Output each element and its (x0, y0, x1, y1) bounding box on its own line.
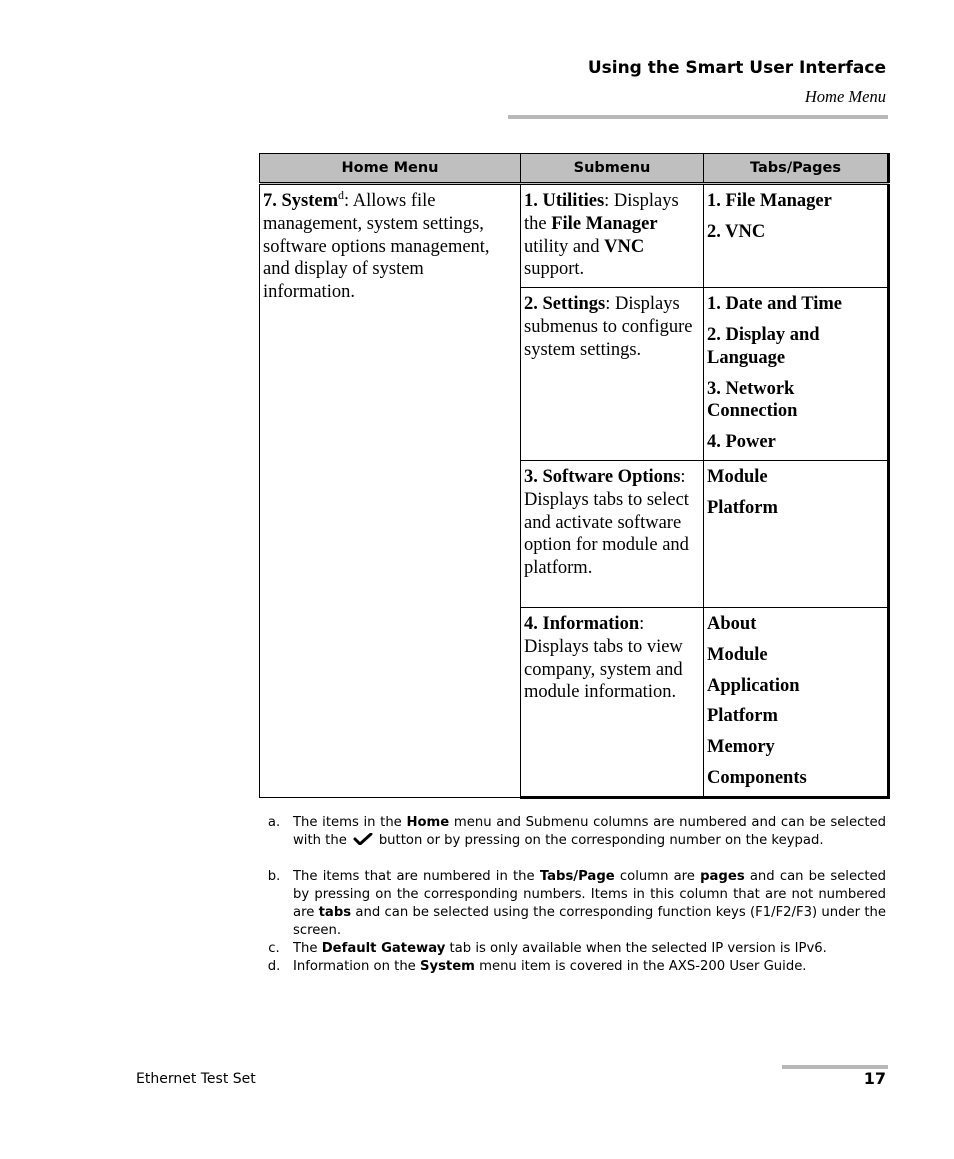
page-number: 17 (863, 1069, 886, 1088)
footnote-a (259, 814, 886, 850)
submenu-cell-utilities (521, 184, 704, 288)
running-header-subtitle: Home Menu (804, 87, 886, 106)
column-header-submenu: Submenu (521, 154, 704, 184)
running-header-title: Using the Smart User Interface (587, 58, 886, 78)
tab-item: Platform (707, 497, 778, 518)
footnote-text: column are (614, 869, 701, 884)
tab-item: 1. File Manager (707, 191, 832, 211)
footnote-label: c. (268, 941, 280, 956)
checkmark-icon (353, 833, 373, 845)
footnote-bold: Home (406, 815, 450, 830)
tab-item: 2. Display and Language (707, 324, 820, 368)
tabs-cell-settings (704, 288, 889, 461)
footnote-b (259, 868, 886, 940)
tab-item: Memory (707, 737, 775, 758)
tab-item: 4. Power (707, 432, 776, 453)
submenu-text: : Displays tabs to view company, system and module information. (524, 613, 683, 703)
footnote-text: The items that are numbered in the (293, 869, 540, 884)
submenu-label: 4. Information (524, 613, 640, 634)
footer-product-name: Ethernet Test Set (136, 1071, 256, 1087)
footnote-bold: pages (700, 869, 745, 884)
submenu-label: 3. Software Options (524, 466, 681, 487)
tab-item: About (707, 613, 757, 634)
submenu-text: : Displays submenus to configure system settings. (524, 294, 693, 360)
submenu-label: 2. Settings (524, 294, 606, 315)
submenu-bold: File Manager (551, 213, 658, 234)
footnote-label: a. (267, 815, 281, 830)
home-item-description: : Allows file management, system settings, software options management, and display of system information. (263, 191, 490, 303)
footnote-text: button or by pressing on the corresponding number on the keypad. (378, 833, 824, 848)
tab-item: 1. Date and Time (707, 294, 842, 315)
footnote-text: Information on the (293, 959, 420, 974)
footnote-bold: Default Gateway (321, 941, 446, 956)
home-menu-cell (260, 184, 521, 798)
submenu-cell-settings (521, 288, 704, 461)
submenu-label: 1. Utilities (524, 191, 605, 211)
footnote-bold: System (419, 959, 475, 974)
table-header-row (260, 154, 889, 184)
footnote-label: b. (267, 869, 281, 884)
footnote-bold: tabs (318, 905, 352, 920)
footnote-bold: Tabs/Page (539, 869, 615, 884)
tabs-cell-information (704, 607, 889, 797)
column-header-home-menu: Home Menu (260, 154, 521, 184)
submenu-text: support. (524, 259, 585, 280)
tab-item: Components (707, 767, 807, 788)
tabs-cell-software-options (704, 460, 889, 607)
footnote-text: and can be selected by pressing on the corresponding numbers. Items in this column that are not numbered are (293, 869, 886, 920)
tab-item: Module (707, 644, 768, 665)
tab-item: Module (707, 466, 768, 487)
tab-item: Platform (707, 706, 778, 727)
submenu-cell-information (521, 607, 704, 797)
column-header-tabs-pages: Tabs/Pages (704, 154, 889, 184)
home-menu-table (259, 153, 890, 799)
footnote-c (259, 940, 886, 958)
submenu-cell-software-options (521, 460, 704, 607)
footnote-text: The (293, 941, 322, 956)
submenu-text: : Displays tabs to select and activate software option for module and platform. (524, 466, 689, 579)
submenu-bold: VNC (604, 236, 645, 257)
footnote-d (259, 958, 886, 976)
footnote-text: and can be selected using the corresponding function keys (F1/F2/F3) under the screen. (293, 905, 886, 938)
tab-item: Application (707, 675, 800, 696)
header-rule (508, 115, 888, 119)
footnote-label: d. (267, 959, 281, 974)
submenu-text: : Displays the (524, 191, 679, 234)
submenu-text: utility and (524, 236, 605, 257)
footnote-ref-d: d (338, 188, 345, 202)
tab-item: 2. VNC (707, 221, 766, 242)
tab-item: 3. Network Connection (707, 378, 798, 422)
footnote-text: tab is only available when the selected IP version is IPv6. (445, 941, 827, 956)
footnote-text: menu and Submenu columns are numbered and can be selected with the (293, 815, 886, 848)
home-item-label: 7. System (263, 191, 339, 211)
footnote-text: The items in the (293, 815, 407, 830)
tabs-cell-utilities (704, 184, 889, 288)
table-row (260, 184, 889, 288)
footnote-text: menu item is covered in the AXS-200 User Guide. (474, 959, 807, 974)
